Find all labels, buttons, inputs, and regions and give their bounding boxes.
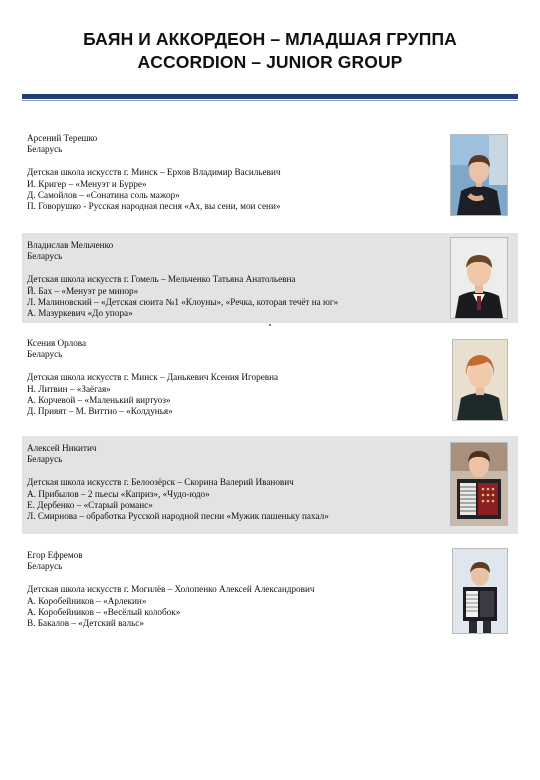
repertoire-item: П. Говорушко - Русская народная песня «Ах, вы сени, мои сени» (27, 201, 281, 212)
participant-entry (22, 436, 518, 534)
participant-entry (22, 233, 518, 323)
participant-name: Алексей Никитич (27, 443, 97, 453)
participant-photo (450, 134, 508, 216)
participant-country: Беларусь (27, 144, 63, 155)
participant-info (27, 338, 447, 418)
repertoire-item: Д. Самойлов – «Сонатина соль мажор» (27, 190, 180, 201)
participant-school: Детская школа искусств г. Минск – Ерхов Владимир Васильевич (27, 167, 281, 178)
participant-photo (450, 442, 508, 526)
participant-entry (22, 331, 518, 427)
repertoire-item: А. Коробейников – «Весёлый колобок» (27, 607, 181, 618)
participant-entry (22, 126, 518, 228)
repertoire-item: Л. Малиновский – «Детская сюита №1 «Клоуны», «Речка, которая течёт на юг» (27, 297, 339, 308)
participant-school: Детская школа искусств г. Белоозёрск – Скорина Валерий Иванович (27, 477, 294, 488)
repertoire-item: А. Прибылов – 2 пьесы «Каприз», «Чудо-юдо» (27, 488, 210, 499)
title-divider (22, 94, 518, 99)
participant-country: Беларусь (27, 454, 63, 465)
participant-country: Беларусь (27, 561, 63, 572)
participant-name: Егор Ефремов (27, 550, 83, 560)
stray-dot (269, 324, 271, 326)
title-russian: БАЯН И АККОРДЕОН – МЛАДШАЯ ГРУППА (83, 29, 457, 49)
participant-country: Беларусь (27, 349, 63, 360)
participant-school: Детская школа искусств г. Могилёв – Холопенко Алексей Александрович (27, 584, 315, 595)
participant-info (27, 133, 447, 213)
page-title (0, 28, 540, 74)
repertoire-item: Д. Прияят – М. Виттио – «Колдунья» (27, 406, 173, 417)
title-english: ACCORDION – JUNIOR GROUP (137, 52, 403, 72)
participant-info (27, 443, 447, 523)
participant-school: Детская школа искусств г. Минск – Данькевич Ксения Игоревна (27, 372, 279, 383)
participant-info (27, 240, 447, 320)
participant-photo (452, 548, 508, 634)
repertoire-item: А. Мазуркевич «До упора» (27, 308, 133, 319)
participant-name: Владислав Мельченко (27, 240, 114, 250)
participant-entry (22, 543, 518, 643)
participant-country: Беларусь (27, 251, 63, 262)
repertoire-item: В. Бакалов – «Детский вальс» (27, 618, 144, 629)
repertoire-item: Н. Литвин – «Заёгая» (27, 383, 111, 394)
repertoire-item: И. Кригер – «Менуэт и Бурре» (27, 178, 147, 189)
participant-photo (450, 237, 508, 319)
participant-info (27, 550, 447, 630)
repertoire-item: Й. Бах – «Менуэт ре минор» (27, 285, 139, 296)
participant-photo (452, 339, 508, 421)
title-divider-thin (22, 100, 518, 101)
repertoire-item: А. Коробейников – «Арлекин» (27, 595, 147, 606)
repertoire-item: Е. Дербенко – «Старый романс» (27, 500, 153, 511)
participant-name: Ксения Орлова (27, 338, 87, 348)
repertoire-item: А. Корчевой – «Маленький виртуоз» (27, 395, 171, 406)
participant-school: Детская школа искусств г. Гомель – Мельченко Татьяна Анатольевна (27, 274, 296, 285)
participant-name: Арсений Терешко (27, 133, 98, 143)
repertoire-item: Л. Смирнова – обработка Русской народной песни «Мужик пашеньку пахал» (27, 511, 329, 522)
